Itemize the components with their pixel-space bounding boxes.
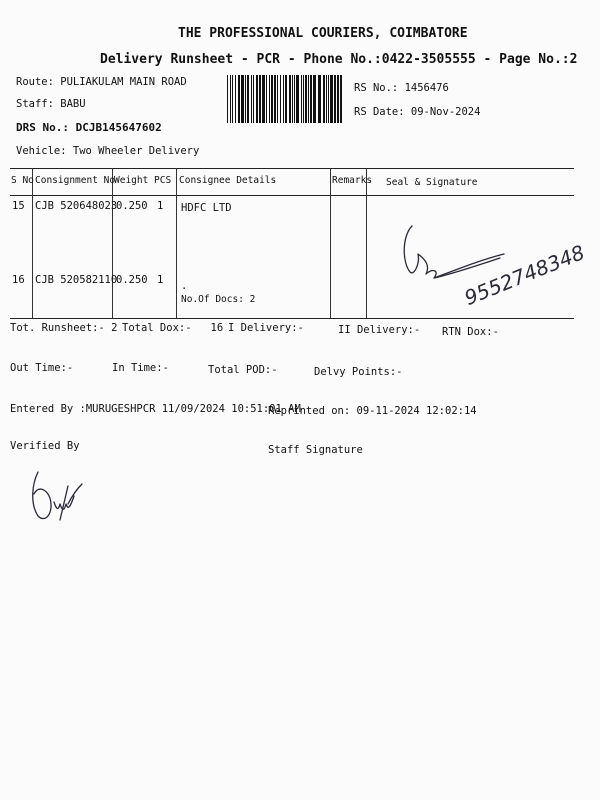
row-consignment: CJB 520582110: [35, 274, 118, 286]
runsheet-subtitle: Delivery Runsheet - PCR - Phone No.:0422-3505555 - Page No.:2: [100, 52, 578, 67]
delvy-points: Delvy Points:-: [314, 366, 403, 378]
row-consignment: CJB 520648023: [35, 200, 118, 212]
total-runsheet: Tot. Runsheet:- 2: [10, 322, 118, 334]
staff: Staff: BABU: [16, 98, 86, 110]
vehicle: Vehicle: Two Wheeler Delivery: [16, 145, 200, 157]
row-note: No.Of Docs: 2: [181, 294, 256, 305]
drs-number: DRS No.: DCJB145647602: [16, 121, 162, 134]
total-pod: Total POD:-: [208, 364, 278, 376]
col-divider: [366, 168, 367, 318]
row-pcs: 1: [157, 200, 164, 212]
row-weight: 0.250: [116, 274, 148, 286]
col-divider: [112, 168, 113, 318]
row-sno: 16: [12, 274, 25, 286]
handwritten-phone: 9552748348: [461, 240, 588, 310]
verified-signature-icon: [24, 464, 94, 526]
verified-by: Verified By: [10, 440, 80, 452]
reprinted-on: Reprinted on: 09-11-2024 12:02:14: [268, 405, 477, 417]
row-consignee: HDFC LTD: [181, 202, 232, 214]
header-sno: S No: [11, 175, 34, 186]
barcode-image: [226, 75, 344, 123]
ii-delivery: II Delivery:-: [338, 324, 421, 336]
header-remarks: Remarks: [332, 175, 373, 186]
staff-signature: Staff Signature: [268, 444, 363, 456]
col-divider: [176, 168, 177, 318]
row-weight: 0.250: [116, 200, 148, 212]
row-pcs: 1: [157, 274, 164, 286]
header-consignee: Consignee Details: [179, 175, 277, 186]
header-seal: Seal & Signature: [386, 177, 478, 188]
table-bottom-line: [10, 318, 574, 319]
col-divider: [330, 168, 331, 318]
in-time: In Time:-: [112, 362, 169, 374]
header-weight-pcs: Weight PCS: [114, 175, 172, 186]
col-divider: [32, 168, 33, 318]
row-sno: 15: [12, 200, 25, 212]
entered-by: Entered By :MURUGESHPCR 11/09/2024 10:51:01 AM: [10, 403, 301, 415]
rtn-dox: RTN Dox:-: [442, 326, 499, 338]
route: Route: PULIAKULAM MAIN ROAD: [16, 76, 187, 88]
total-dox: Total Dox:- 16: [122, 322, 224, 334]
table-header-line: [10, 195, 574, 196]
out-time: Out Time:-: [10, 362, 74, 374]
header-consignment: Consignment No: [35, 175, 116, 186]
rs-date: RS Date: 09-Nov-2024: [354, 106, 481, 118]
i-delivery: I Delivery:-: [228, 322, 304, 334]
rs-number: RS No.: 1456476: [354, 82, 449, 94]
table-top-line: [10, 168, 574, 169]
company-title: THE PROFESSIONAL COURIERS, COIMBATORE: [178, 26, 468, 41]
row-consignee: .: [181, 280, 188, 292]
